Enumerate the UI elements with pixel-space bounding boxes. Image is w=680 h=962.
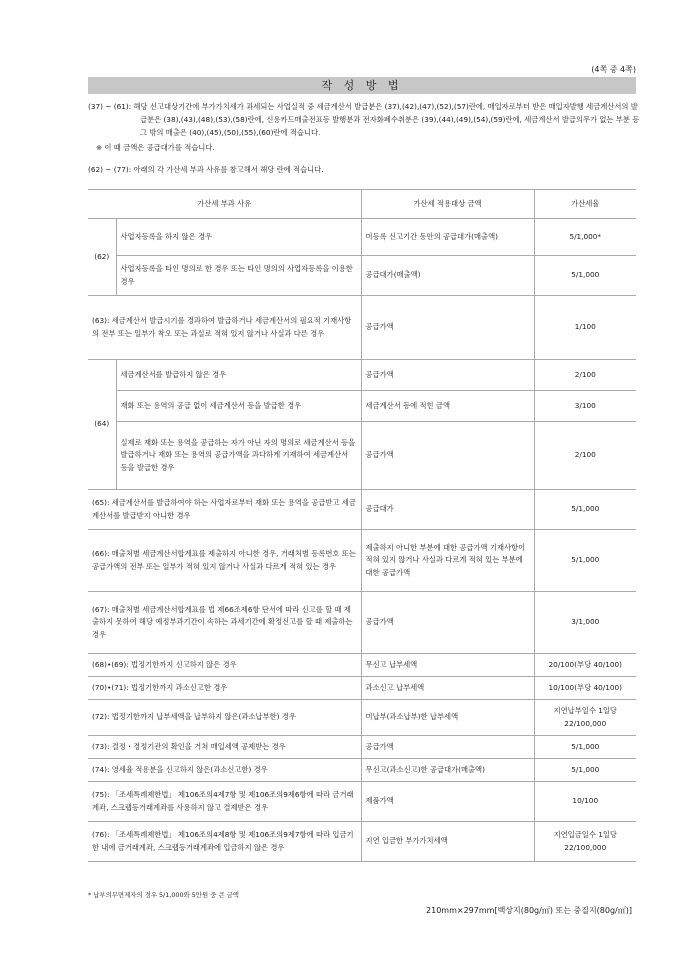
- table-header-row: [88, 190, 636, 219]
- intro-p1-lead: (37) ~ (61):: [88, 102, 134, 111]
- reason-cell: (63): 세금계산서 발급시기를 경과하여 발급하거나 세금계산서의 필요적 기재사항의 전부 또는 일부가 착오 또는 과실로 적혀 있지 않거나 사실과 다른 경우: [88, 296, 361, 360]
- reason-cell: (73): 결정・경정기관의 확인을 거쳐 매입세액 공제받는 경우: [88, 736, 361, 759]
- rate-line-2: 22/100,000: [564, 842, 607, 852]
- intro-note: ※ 이 때 금액은 공급대가를 적습니다.: [96, 143, 215, 152]
- rate-cell: 3/100: [534, 391, 636, 422]
- base-cell: 공급가액: [361, 360, 534, 391]
- table-row: [88, 422, 636, 490]
- table-row: [88, 822, 636, 862]
- rate-cell: 5/1,000: [534, 759, 636, 782]
- reason-cell: 세금계산서를 발급하지 않은 경우: [116, 360, 361, 391]
- rate-cell: 2/100: [534, 360, 636, 391]
- row-group-label: (62): [88, 219, 116, 296]
- base-cell: 무신고 납부세액: [361, 654, 534, 677]
- rate-cell: 3/1,000: [534, 592, 636, 654]
- reason-cell: (65): 세금계산서를 발급하여야 하는 사업자로부터 재화 또는 용역을 공급받고 세금계산서를 발급받지 아니한 경우: [88, 490, 361, 530]
- rate-cell: 5/1,000: [534, 530, 636, 592]
- header-reason: 가산세 부과 사유: [88, 190, 361, 219]
- reason-cell: (75): 「조세특례제한법」 제106조의4제7항 및 제106조의9제6항에 따라 금거래계좌, 스크랩등거래계좌를 사용하지 않고 결제받은 경우: [88, 782, 361, 822]
- rate-cell: 5/1,000*: [534, 219, 636, 256]
- table-row: [88, 592, 636, 654]
- rate-line-2: 22/100,000: [564, 718, 607, 728]
- table-row: [88, 654, 636, 677]
- base-cell: 제출하지 아니한 부분에 대한 공급가액 기재사항이 적혀 있지 않거나 사실과 다르게 적혀 있는 부분에 대한 공급가액: [361, 530, 534, 592]
- reason-cell: (66): 매출처별 세금계산서합계표를 제출하지 아니한 경우, 거래처별 등록번호 또는 공급가액의 전부 또는 일부가 적혀 있지 않거나 사실과 다르게 적혀 있는 경우: [88, 530, 361, 592]
- reason-cell: (72): 법정기한까지 납부세액을 납부하지 않은(과소납부한) 경우: [88, 700, 361, 736]
- intro-p2-text: 아래의 각 가산세 부과 사유를 참고해서 해당 란에 적습니다.: [133, 165, 324, 174]
- reason-cell: (74): 영세율 적용분을 신고하지 않은(과소신고한) 경우: [88, 759, 361, 782]
- base-cell: 공급대가(매출액): [361, 256, 534, 296]
- table-row: [88, 736, 636, 759]
- table-row: [88, 296, 636, 360]
- rate-cell: 5/1,000: [534, 736, 636, 759]
- reason-cell: (70)•(71): 법정기한까지 과소신고한 경우: [88, 677, 361, 700]
- reason-cell: (67): 매출처별 세금계산서합계표를 법 제66조제6항 단서에 따라 신고를 할 때 제출하지 못하여 해당 예정부과기간이 속하는 과세기간에 확정신고를 할 때 제출하는 경우: [88, 592, 361, 654]
- rate-line-1: 지연입금일수 1일당: [553, 830, 617, 839]
- rate-cell: 10/100: [534, 782, 636, 822]
- base-cell: 지연 입금한 부가가치세액: [361, 822, 534, 862]
- table-row: [88, 782, 636, 822]
- rate-cell: 5/1,000: [534, 256, 636, 296]
- table-row: [88, 759, 636, 782]
- base-cell: 공급가액: [361, 736, 534, 759]
- reason-cell: 실제로 재화 또는 용역을 공급하는 자가 아닌 자의 명의로 세금계산서 등을 발급하거나 재화 또는 용역의 공급가액을 과다하게 기재하여 세금계산서 등을 발급한 경우: [116, 422, 361, 490]
- base-cell: 미등록 신고기간 동안의 공급대가(매출액): [361, 219, 534, 256]
- base-cell: 공급가액: [361, 422, 534, 490]
- rate-cell: 20/100(부당 40/100): [534, 654, 636, 677]
- table-row: [88, 677, 636, 700]
- reason-cell: 사업자등록을 타인 명의로 한 경우 또는 타인 명의의 사업자등록을 이용한 경우: [116, 256, 361, 296]
- section-title: 작 성 방 법: [88, 77, 636, 94]
- header-rate: 가산세율: [534, 190, 636, 219]
- intro-p2-lead: (62) ~ (77):: [88, 165, 134, 174]
- base-cell: 무신고(과소신고)한 공급대가(매출액): [361, 759, 534, 782]
- rate-cell: 2/100: [534, 422, 636, 490]
- reason-cell: (68)•(69): 법정기한까지 신고하지 않은 경우: [88, 654, 361, 677]
- base-cell: 세금계산서 등에 적힌 금액: [361, 391, 534, 422]
- paper-spec: 210mm×297mm[백상지(80g/㎡) 또는 중질지(80g/㎡)]: [426, 906, 632, 915]
- penalty-table: [88, 189, 636, 862]
- table-row: [88, 490, 636, 530]
- base-cell: 과소신고 납부세액: [361, 677, 534, 700]
- header-base: 가산세 적용대상 금액: [361, 190, 534, 219]
- page-number: (4쪽 중 4쪽): [591, 65, 636, 74]
- reason-cell: 재화 또는 용역의 공급 없이 세금계산서 등을 발급한 경우: [116, 391, 361, 422]
- intro-p1-text: 해당 신고대상기간에 부가가치세가 과세되는 사업실적 중 세금계산서 발급분은 (37),(42),(47),(52),(57)란에, 매입자로부터 받은 매입자발행 세금계산서의 발급분은 (38),(43),(48),(53),(58)란에, 신용카드매출전표등 발행분과 전자화폐수취분은 (39),(44),(49),(54),(59)란에, 세금계산서 발급의무가 없는 부분 등 그 밖의 매출은 (40),(45),(50),(55),(60)란에 적습니다.: [133, 102, 640, 137]
- rate-cell: [534, 822, 636, 862]
- intro-paragraph-2: [88, 163, 643, 176]
- base-cell: 공급가액: [361, 296, 534, 360]
- rate-cell: 5/1,000: [534, 490, 636, 530]
- base-cell: 공급가액: [361, 592, 534, 654]
- footnote: * 납부의무면제자의 경우 5/1,000와 5만원 중 큰 금액: [88, 891, 239, 899]
- reason-cell: (76): 「조세특례제한법」 제106조의4제8항 및 제106조의9제7항에 따라 입금기한 내에 금거래계좌, 스크랩등거래계좌에 입금하지 않은 경우: [88, 822, 361, 862]
- base-cell: 공급대가: [361, 490, 534, 530]
- table-row: [88, 700, 636, 736]
- reason-cell: 사업자등록을 하지 않은 경우: [116, 219, 361, 256]
- base-cell: 제품가액: [361, 782, 534, 822]
- rate-line-1: 지연납부일수 1일당: [553, 706, 617, 715]
- table-row: [88, 256, 636, 296]
- rate-cell: 10/100(부당 40/100): [534, 677, 636, 700]
- row-group-label: (64): [88, 360, 116, 490]
- table-row: [88, 391, 636, 422]
- table-row: [88, 219, 636, 256]
- table-row: [88, 530, 636, 592]
- rate-cell: [534, 700, 636, 736]
- intro-paragraph-1: [88, 100, 643, 139]
- table-row: [88, 360, 636, 391]
- base-cell: 미납부(과소납부)한 납부세액: [361, 700, 534, 736]
- rate-cell: 1/100: [534, 296, 636, 360]
